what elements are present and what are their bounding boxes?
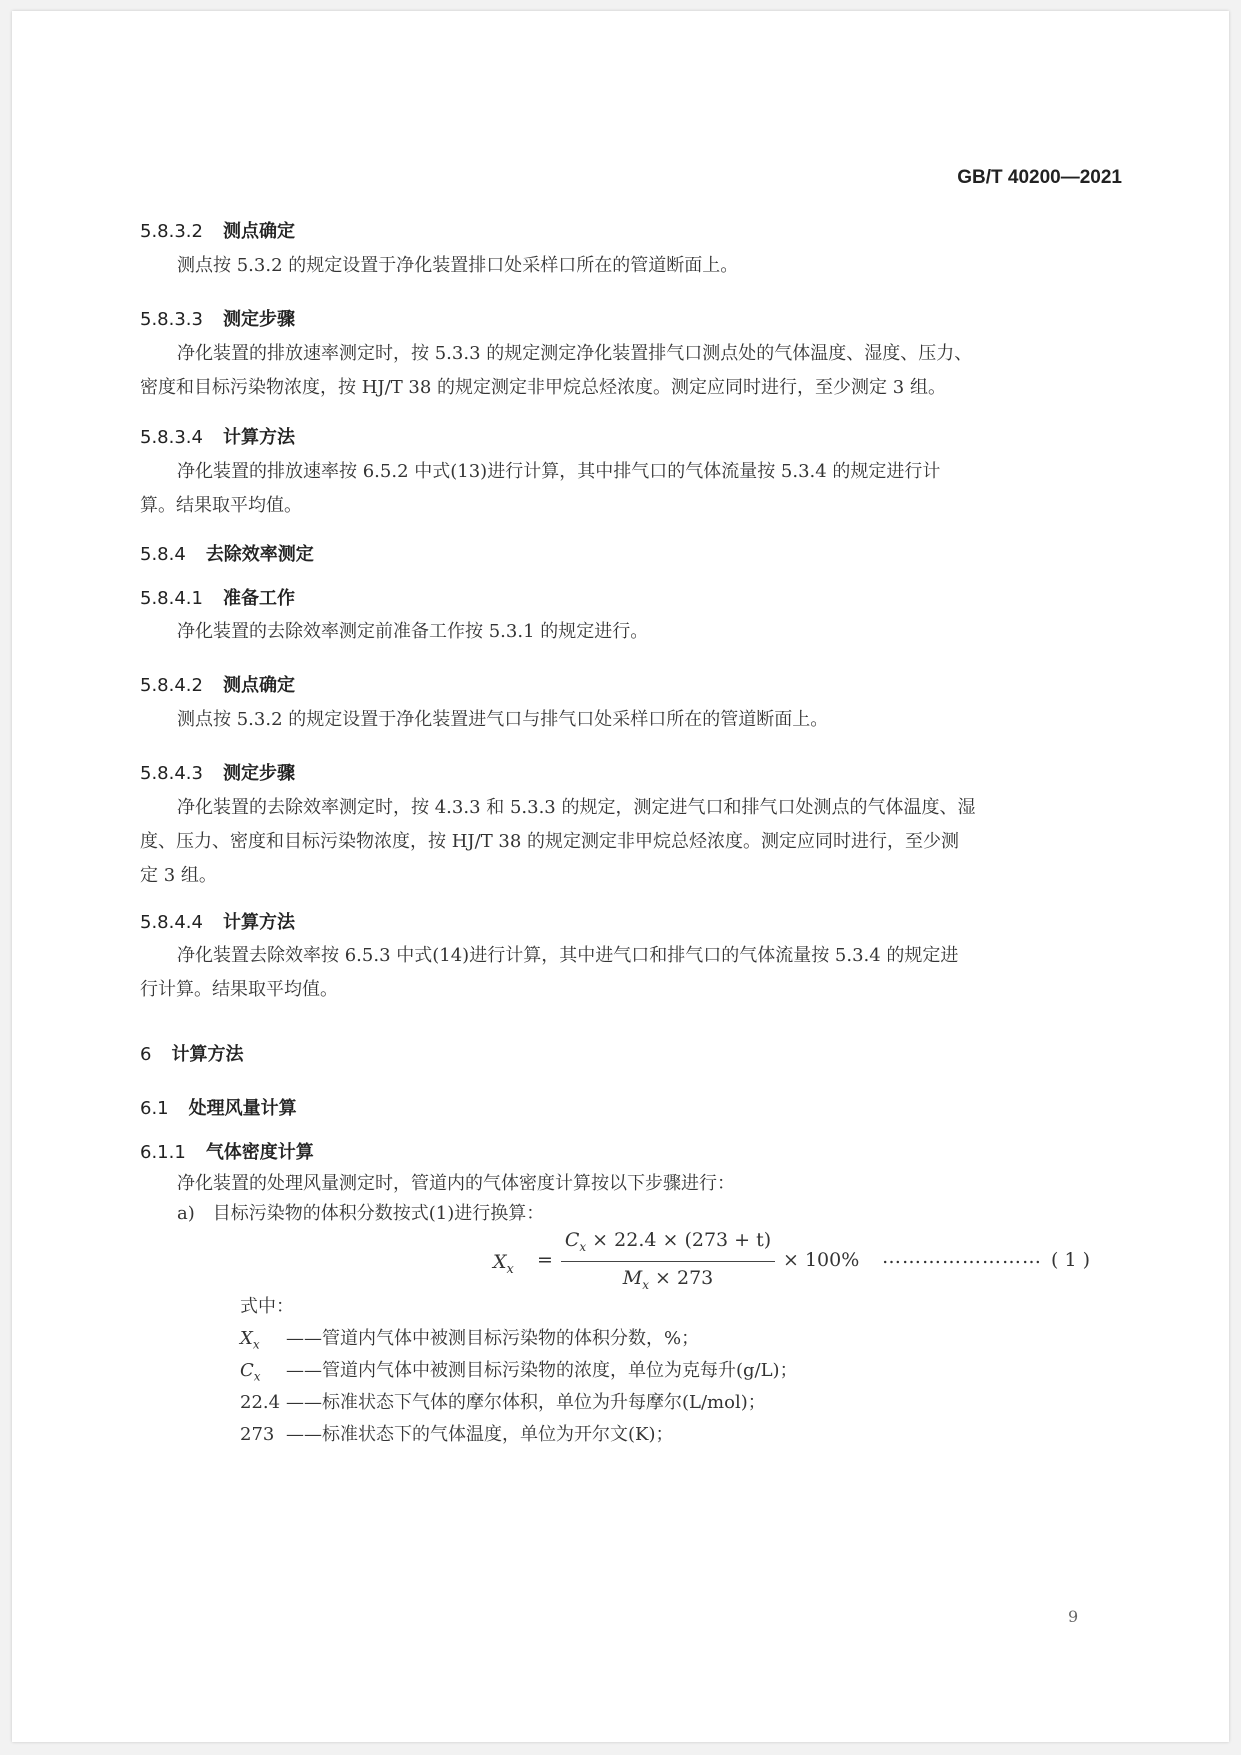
definitions-block [240, 1291, 798, 1451]
paragraph-line: 净化装置的去除效率测定前准备工作按 5.3.1 的规定进行。 [177, 621, 649, 642]
formula-numerator-rest: × 22.4 × (273 + t) [586, 1229, 772, 1251]
section-title: 去除效率测定 [205, 544, 314, 565]
paragraph [140, 337, 972, 405]
section-title: 处理风量计算 [188, 1098, 297, 1119]
definition-symbol-main: C [240, 1360, 254, 1381]
section-heading [140, 671, 295, 697]
section-heading [140, 759, 295, 785]
formula-equals: = [537, 1249, 553, 1271]
where-label: 式中： [240, 1296, 294, 1317]
definition-row [240, 1387, 798, 1419]
section-heading [140, 217, 295, 243]
section-number: 5.8.4.3 [140, 763, 203, 784]
section-number: 5.8.3.4 [140, 427, 203, 448]
paragraph [140, 939, 958, 1007]
standard-code: GB/T 40200—2021 [957, 167, 1122, 188]
page-number: 9 [1068, 1607, 1079, 1626]
section-heading [140, 908, 295, 934]
section-number: 5.8.4.4 [140, 912, 203, 933]
section-title: 计算方法 [222, 427, 295, 448]
section-heading [140, 1138, 314, 1164]
definition-symbol: 22.4 [240, 1392, 281, 1413]
definition-text: ——管道内气体中被测目标污染物的浓度，单位为克每升(g/L)； [286, 1360, 798, 1381]
paragraph-line: 定 3 组。 [140, 865, 217, 886]
section-heading [140, 584, 295, 610]
paragraph [140, 791, 975, 893]
paragraph [140, 455, 940, 523]
formula-lhs [493, 1251, 514, 1277]
formula-denominator-sub: x [642, 1277, 649, 1292]
fraction-bar [561, 1261, 775, 1262]
list-item-a: a) 目标污染物的体积分数按式(1)进行换算： [177, 1203, 545, 1224]
formula-tail: × 100% [783, 1249, 860, 1271]
paragraph-line: 行计算。结果取平均值。 [140, 979, 338, 1000]
paragraph [177, 615, 648, 649]
formula-numerator [561, 1229, 775, 1254]
paragraph-line: 密度和目标污染物浓度，按 HJ/T 38 的规定测定非甲烷总烃浓度。测定应同时进行，至少测定 3 组。 [140, 377, 946, 398]
paragraph-line: 净化装置的排放速率按 6.5.2 中式(13)进行计算，其中排气口的气体流量按 5.3.4 的规定进行计 [177, 461, 941, 482]
section-heading [140, 423, 295, 449]
paragraph-line: 净化装置的排放速率测定时，按 5.3.3 的规定测定净化装置排气口测点处的气体温度、湿度、压力、 [177, 343, 973, 364]
definition-row [240, 1323, 798, 1355]
formula-denominator [561, 1267, 775, 1292]
paragraph [177, 249, 738, 283]
paragraph [177, 703, 828, 737]
paragraph [177, 1169, 735, 1229]
definition-symbol-sub: x [253, 1369, 261, 1384]
formula-numerator-sub: x [579, 1239, 587, 1254]
definition-symbol-main: X [240, 1328, 253, 1349]
formula-lhs-symbol: X [493, 1251, 507, 1273]
section-title: 计算方法 [222, 912, 295, 933]
definition-symbol-sub: x [252, 1337, 260, 1352]
section-title: 测点确定 [222, 221, 295, 242]
section-number: 6 [140, 1044, 152, 1065]
section-number: 6.1.1 [140, 1142, 186, 1163]
definition-row [240, 1355, 798, 1387]
definition-row [240, 1419, 798, 1451]
section-title: 准备工作 [222, 588, 295, 609]
section-number: 5.8.3.2 [140, 221, 203, 242]
paragraph-line: 净化装置的处理风量测定时，管道内的气体密度计算按以下步骤进行： [177, 1173, 735, 1194]
section-number: 5.8.4.1 [140, 588, 203, 609]
paragraph-line: 测点按 5.3.2 的规定设置于净化装置排口处采样口所在的管道断面上。 [177, 255, 739, 276]
definition-text: ——标准状态下的气体温度，单位为开尔文(K)； [286, 1424, 674, 1445]
section-heading [140, 1094, 297, 1120]
paragraph-line: 净化装置的去除效率测定时，按 4.3.3 和 5.3.3 的规定，测定进气口和排气口处测点的气体温度、湿 [177, 797, 976, 818]
definition-symbol: 273 [240, 1424, 275, 1445]
paragraph-line: 测点按 5.3.2 的规定设置于净化装置进气口与排气口处采样口所在的管道断面上。 [177, 709, 829, 730]
document-page [12, 11, 1229, 1742]
section-title: 测定步骤 [222, 309, 295, 330]
definition-text: ——标准状态下气体的摩尔体积，单位为升每摩尔(L/mol)； [286, 1392, 766, 1413]
paragraph-line: 算。结果取平均值。 [140, 495, 302, 516]
section-title: 测定步骤 [222, 763, 295, 784]
section-number: 6.1 [140, 1098, 169, 1119]
section-title: 气体密度计算 [205, 1142, 314, 1163]
formula-number: ( 1 ) [1051, 1249, 1090, 1271]
section-title: 计算方法 [171, 1044, 244, 1065]
section-heading [140, 540, 314, 566]
definition-text: ——管道内气体中被测目标污染物的体积分数，%； [286, 1328, 700, 1349]
section-heading [140, 1040, 243, 1066]
section-title: 测点确定 [222, 675, 295, 696]
formula-leader-dots: …………………… [882, 1246, 1042, 1268]
formula-denominator-symbol: M [622, 1267, 643, 1289]
section-number: 5.8.4.2 [140, 675, 203, 696]
paragraph-line: 净化装置去除效率按 6.5.3 中式(14)进行计算，其中进气口和排气口的气体流量按 5.3.4 的规定进 [177, 945, 959, 966]
formula-denominator-rest: × 273 [648, 1267, 714, 1289]
section-heading [140, 305, 295, 331]
section-number: 5.8.4 [140, 544, 186, 565]
formula-lhs-sub: x [506, 1261, 514, 1277]
paragraph-line: 度、压力、密度和目标污染物浓度，按 HJ/T 38 的规定测定非甲烷总烃浓度。测定应同时进行，至少测 [140, 831, 960, 852]
section-number: 5.8.3.3 [140, 309, 203, 330]
formula-numerator-symbol: C [564, 1229, 580, 1251]
